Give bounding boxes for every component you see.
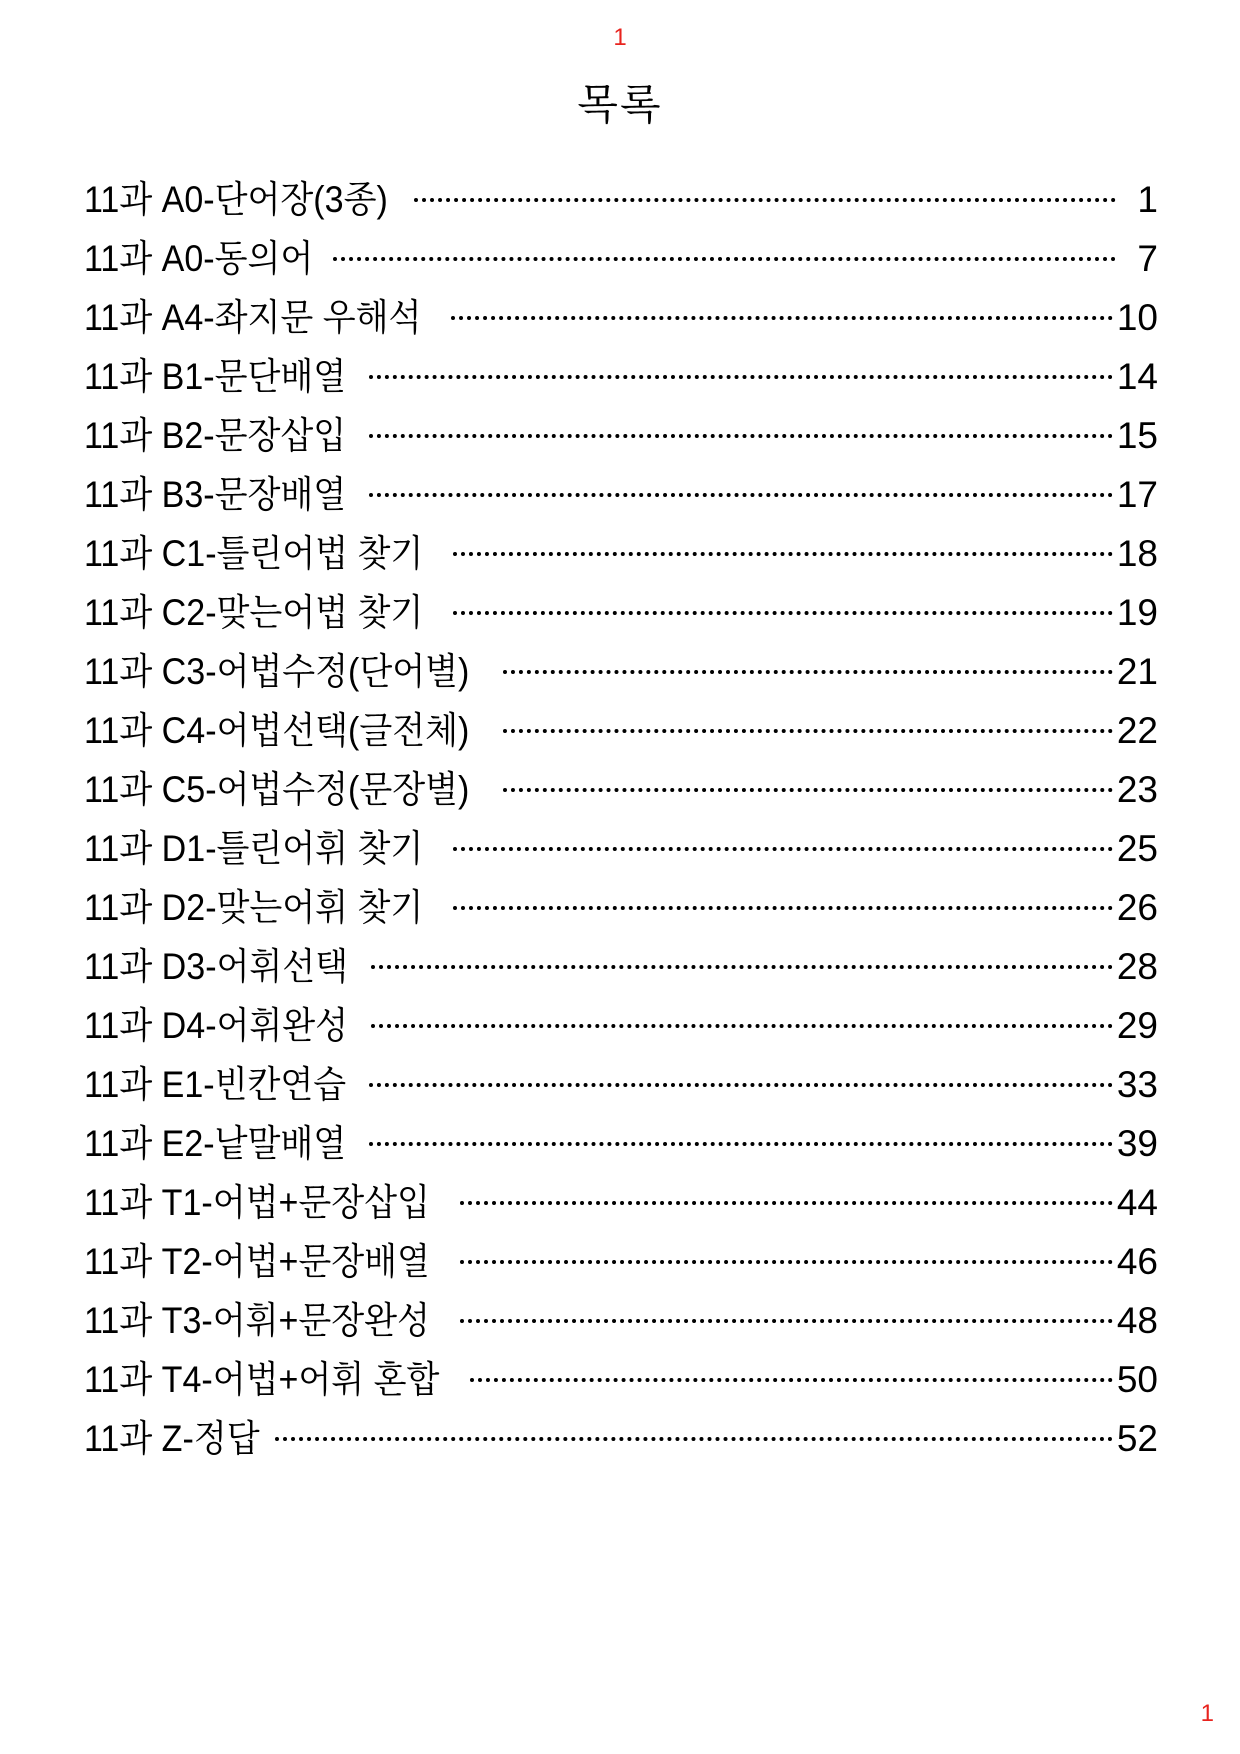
toc-entry-page: 25 bbox=[1116, 828, 1158, 869]
toc-entry-label: 11과 T3-어휘+문장완성 bbox=[84, 1300, 430, 1341]
toc-entry-page: 23 bbox=[1116, 769, 1158, 810]
toc-entry[interactable] bbox=[84, 1409, 1158, 1468]
footer-page-number: 1 bbox=[1200, 1700, 1214, 1727]
toc-entry[interactable] bbox=[84, 1232, 1158, 1291]
toc-entry-page: 19 bbox=[1116, 592, 1158, 633]
dot-leader bbox=[369, 1142, 1113, 1146]
header-page-number: 1 bbox=[613, 24, 627, 51]
toc-entry-label: 11과 Z-정답 bbox=[84, 1418, 260, 1459]
dot-leader bbox=[369, 375, 1113, 379]
toc-entry[interactable] bbox=[84, 996, 1158, 1055]
toc-entry[interactable] bbox=[84, 406, 1158, 465]
toc-entry-label: 11과 A4-좌지문 우해석 bbox=[84, 297, 422, 338]
dot-leader bbox=[503, 670, 1113, 674]
dot-leader bbox=[453, 847, 1113, 851]
dot-leader bbox=[453, 611, 1113, 615]
dot-leader bbox=[275, 1437, 1113, 1441]
toc-entry[interactable] bbox=[84, 819, 1158, 878]
toc-entry-label: 11과 T1-어법+문장삽입 bbox=[84, 1182, 430, 1223]
toc-entry-page: 15 bbox=[1116, 415, 1158, 456]
toc-entry[interactable] bbox=[84, 760, 1158, 819]
toc-entry-page: 29 bbox=[1116, 1005, 1158, 1046]
dot-leader bbox=[369, 1083, 1113, 1087]
toc-entry-label: 11과 C4-어법선택(글전체) bbox=[84, 710, 470, 751]
dot-leader bbox=[371, 1024, 1113, 1028]
toc-entry-label: 11과 D2-맞는어휘 찾기 bbox=[84, 887, 424, 928]
dot-leader bbox=[369, 493, 1113, 497]
toc-entry-page: 17 bbox=[1116, 474, 1158, 515]
toc-entry-page: 46 bbox=[1116, 1241, 1158, 1282]
dot-leader bbox=[371, 965, 1113, 969]
toc-entry[interactable] bbox=[84, 524, 1158, 583]
toc-entry-label: 11과 C5-어법수정(문장별) bbox=[84, 769, 470, 810]
page-title: 목록 bbox=[577, 80, 663, 129]
toc-entry[interactable] bbox=[84, 170, 1158, 229]
dot-leader bbox=[453, 552, 1113, 556]
toc-entry-label: 11과 B1-문단배열 bbox=[84, 356, 347, 397]
table-of-contents bbox=[84, 170, 1158, 1468]
toc-entry-page: 44 bbox=[1116, 1182, 1158, 1223]
toc-entry-label: 11과 E2-낱말배열 bbox=[84, 1123, 347, 1164]
toc-entry[interactable] bbox=[84, 229, 1158, 288]
toc-entry-page: 52 bbox=[1116, 1418, 1158, 1459]
toc-entry-page: 50 bbox=[1116, 1359, 1158, 1400]
toc-entry[interactable] bbox=[84, 465, 1158, 524]
toc-entry[interactable] bbox=[84, 937, 1158, 996]
dot-leader bbox=[414, 198, 1116, 202]
toc-entry-label: 11과 C1-틀린어법 찾기 bbox=[84, 533, 424, 574]
toc-entry-page: 14 bbox=[1116, 356, 1158, 397]
toc-entry-page: 21 bbox=[1116, 651, 1158, 692]
toc-entry-page: 1 bbox=[1137, 179, 1158, 220]
toc-entry-page: 26 bbox=[1116, 887, 1158, 928]
dot-leader bbox=[451, 316, 1113, 320]
dot-leader bbox=[460, 1319, 1113, 1323]
dot-leader bbox=[503, 788, 1113, 792]
toc-entry-label: 11과 D3-어휘선택 bbox=[84, 946, 349, 987]
toc-entry[interactable] bbox=[84, 878, 1158, 937]
toc-entry-label: 11과 A0-동의어 bbox=[84, 238, 314, 279]
toc-entry[interactable] bbox=[84, 701, 1158, 760]
toc-entry-label: 11과 C3-어법수정(단어별) bbox=[84, 651, 470, 692]
dot-leader bbox=[470, 1378, 1113, 1382]
dot-leader bbox=[333, 257, 1116, 261]
toc-entry[interactable] bbox=[84, 1055, 1158, 1114]
toc-entry-page: 10 bbox=[1116, 297, 1158, 338]
dot-leader bbox=[503, 729, 1113, 733]
toc-entry[interactable] bbox=[84, 642, 1158, 701]
toc-entry-label: 11과 E1-빈칸연습 bbox=[84, 1064, 347, 1105]
toc-entry[interactable] bbox=[84, 1350, 1158, 1409]
toc-entry-page: 22 bbox=[1116, 710, 1158, 751]
toc-entry-label: 11과 B3-문장배열 bbox=[84, 474, 347, 515]
toc-entry-label: 11과 T2-어법+문장배열 bbox=[84, 1241, 430, 1282]
dot-leader bbox=[460, 1260, 1113, 1264]
toc-entry-page: 7 bbox=[1137, 238, 1158, 279]
toc-entry[interactable] bbox=[84, 1114, 1158, 1173]
toc-entry-label: 11과 T4-어법+어휘 혼합 bbox=[84, 1359, 440, 1400]
toc-entry[interactable] bbox=[84, 1173, 1158, 1232]
dot-leader bbox=[369, 434, 1113, 438]
toc-entry-page: 18 bbox=[1116, 533, 1158, 574]
toc-entry[interactable] bbox=[84, 583, 1158, 642]
toc-entry[interactable] bbox=[84, 1291, 1158, 1350]
toc-entry[interactable] bbox=[84, 288, 1158, 347]
toc-entry[interactable] bbox=[84, 347, 1158, 406]
dot-leader bbox=[460, 1201, 1113, 1205]
toc-entry-page: 28 bbox=[1116, 946, 1158, 987]
toc-entry-label: 11과 D1-틀린어휘 찾기 bbox=[84, 828, 424, 869]
dot-leader bbox=[453, 906, 1113, 910]
toc-entry-label: 11과 C2-맞는어법 찾기 bbox=[84, 592, 424, 633]
toc-entry-page: 39 bbox=[1116, 1123, 1158, 1164]
toc-entry-page: 33 bbox=[1116, 1064, 1158, 1105]
toc-entry-label: 11과 B2-문장삽입 bbox=[84, 415, 347, 456]
toc-entry-page: 48 bbox=[1116, 1300, 1158, 1341]
toc-entry-label: 11과 D4-어휘완성 bbox=[84, 1005, 349, 1046]
toc-entry-label: 11과 A0-단어장(3종) bbox=[84, 179, 388, 220]
